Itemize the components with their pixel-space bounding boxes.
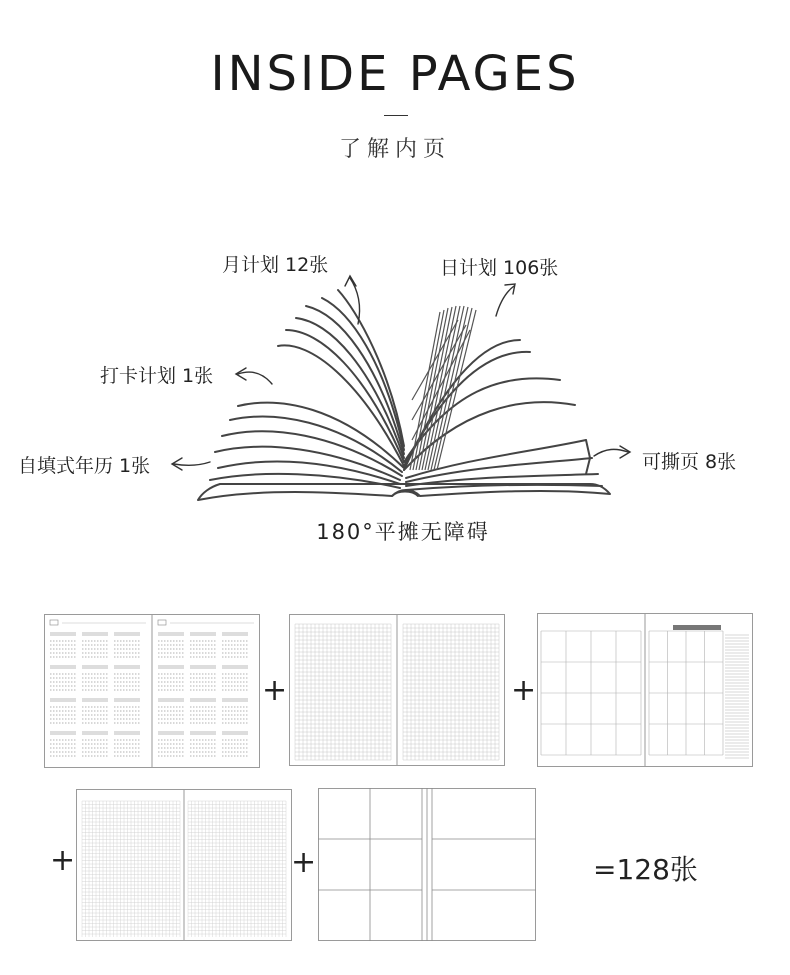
calendar-spread-thumbnail [44,614,260,768]
checkin-grid-thumbnail [289,614,505,766]
plus-sign: + [262,673,288,708]
daily-plan-label: 日计划 106张 [440,257,559,279]
page-subtitle: 了解内页 [338,137,451,162]
plus-sign: + [291,845,317,880]
monthly-plan-label: 月计划 12张 [222,254,329,276]
monthly-plan-thumbnail [537,613,753,767]
flat-open-caption: 180°平摊无障碍 [316,520,490,544]
page-title: INSIDE PAGES [210,46,580,102]
calendar-label: 自填式年历 1张 [18,455,151,477]
tearoff-pages-label: 可撕页 8张 [642,451,737,473]
tearoff-pages-thumbnail [318,788,536,941]
daily-plan-thumbnail [76,789,292,941]
plus-sign: + [511,673,537,708]
checkin-plan-label: 打卡计划 1张 [100,365,214,387]
total-pages-count: =128张 [593,853,698,886]
plus-sign: + [50,843,76,878]
